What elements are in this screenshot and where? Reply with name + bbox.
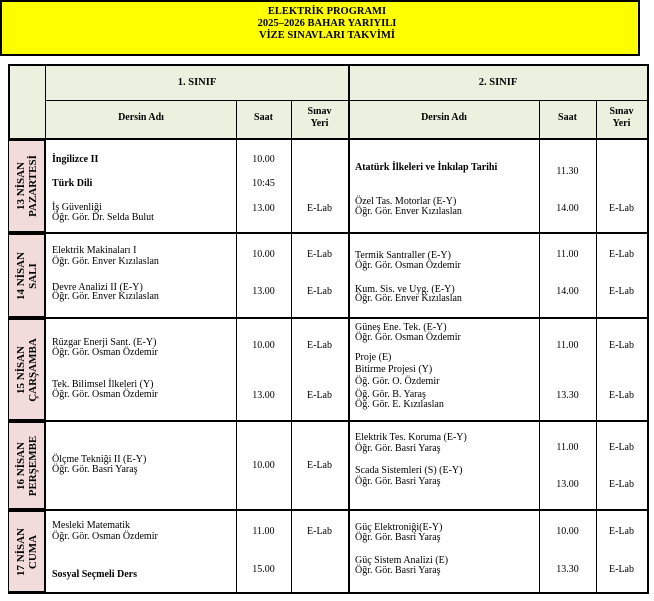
header-bottom: [10, 138, 647, 140]
exam-time: 10.00: [252, 460, 275, 471]
exam-time: 10:45: [252, 178, 275, 189]
exam-time: 14.00: [556, 286, 579, 297]
exam-room: E-Lab: [609, 340, 634, 351]
day-label: 13 NİSAN: [14, 162, 27, 210]
course-name: Mesleki Matematik: [52, 520, 131, 531]
day-name: PERŞEMBE: [26, 435, 39, 496]
exam-time: 13.00: [252, 203, 275, 214]
course-name: Özel Tas. Motorlar (E-Y): [355, 196, 457, 207]
exam-time: 10.00: [252, 340, 275, 351]
day-name: PAZARTESİ: [26, 155, 39, 217]
day-separator: [10, 509, 647, 511]
day-cell-friday: [8, 511, 45, 592]
header-divider: [46, 100, 647, 101]
title-line-3: VİZE SINAVLARI TAKVİMİ: [259, 30, 395, 41]
course-teacher: Öğr. Gör. Osman Özdemir: [52, 347, 158, 358]
exam-time: 13.00: [556, 479, 579, 490]
exam-room: E-Lab: [307, 390, 332, 401]
col-time-1: Saat: [254, 112, 273, 123]
course-teacher: Öğr. Gör. Osman Özdemir: [52, 389, 158, 400]
exam-time: 13.00: [252, 390, 275, 401]
course-teacher: Öğr. Gör. Osman Özdemir: [355, 260, 461, 271]
exam-room: E-Lab: [609, 564, 634, 575]
title-banner: [0, 0, 640, 56]
exam-room: E-Lab: [609, 203, 634, 214]
course-name: Atatürk İlkeleri ve İnkılap Tarihi: [355, 162, 498, 173]
day-cell-thursday: [8, 422, 45, 509]
exam-room: E-Lab: [307, 526, 332, 537]
course-name: Türk Dili: [52, 178, 93, 189]
day-cell-tuesday: [8, 234, 45, 317]
day-cell-wednesday: [8, 319, 45, 420]
col-course-2: Dersin Adı: [421, 112, 467, 123]
course-name: Güç Elektroniği(E-Y): [355, 522, 443, 533]
course-name: Devre Analizi II (E-Y): [52, 282, 143, 293]
day-separator: [10, 420, 647, 422]
course-teacher: Öğr. Gör. Enver Kızılaslan: [355, 206, 462, 217]
day-separator: [10, 317, 647, 319]
course-teacher: Öğr. Gör. Osman Özdemir: [355, 332, 461, 343]
day-name: ÇARŞAMBA: [26, 337, 39, 402]
exam-room: E-Lab: [609, 526, 634, 537]
col-course-1: Dersin Adı: [118, 112, 164, 123]
class-2-label: 2. SINIF: [478, 77, 518, 88]
exam-time: 11.30: [556, 166, 579, 177]
day-label: 14 NİSAN: [14, 251, 27, 300]
exam-room: E-Lab: [609, 249, 634, 260]
day-name: CUMA: [26, 534, 39, 569]
day-label: 17 NİSAN: [14, 527, 27, 576]
exam-room: E-Lab: [307, 286, 332, 297]
course-teacher: Öğr. Gör. Enver Kızılaslan: [52, 291, 159, 302]
course-teacher: Öğ. Gör. O. Özdemir: [355, 376, 440, 387]
col-room-1-a: Sınav: [307, 106, 332, 117]
col-room-2-a: Sınav: [609, 106, 634, 117]
corner-divider: [45, 66, 46, 592]
course-name: Sosyal Seçmeli Ders: [52, 569, 137, 580]
exam-room: E-Lab: [307, 340, 332, 351]
exam-time: 14.00: [556, 203, 579, 214]
exam-room: E-Lab: [307, 460, 332, 471]
course-name: İngilizce II: [52, 154, 99, 165]
exam-room: E-Lab: [307, 203, 332, 214]
course-teacher: Öğ. Gör. E. Kızılaslan: [355, 399, 444, 410]
title-line-1: ELEKTRİK PROGRAMI: [267, 6, 387, 17]
col-room-2-b: Yeri: [612, 118, 631, 129]
class-1-label: 1. SINIF: [177, 77, 217, 88]
course-name: Ölçme Tekniği II (E-Y): [52, 454, 147, 465]
course-teacher: Öğr. Gör. Basri Yaraş: [52, 464, 138, 475]
course-name-alt: Bitirme Projesi (Y): [355, 364, 433, 375]
course-name: Rüzgar Enerji Sant. (E-Y): [52, 337, 157, 348]
header-left-corner: [10, 66, 45, 138]
course-name: İş Güvenliği: [52, 202, 102, 213]
exam-time: 15.00: [252, 564, 275, 575]
course-name: Proje (E): [355, 352, 392, 363]
course-name: Kum. Sis. ve Uyg. (E-Y): [355, 284, 455, 295]
col-time-2: Saat: [558, 112, 577, 123]
course-teacher: Öğr. Gör. Dr. Selda Bulut: [52, 212, 154, 223]
exam-room: E-Lab: [609, 479, 634, 490]
course-name: Elektrik Tes. Koruma (E-Y): [355, 432, 467, 443]
title-line-2: 2025–2026 BAHAR YARIYILI: [257, 18, 397, 29]
exam-time: 11.00: [252, 526, 275, 537]
course-teacher: Öğr. Gör. Enver Kızılaslan: [52, 256, 159, 267]
course-teacher: Öğr. Gör. Basri Yaraş: [355, 476, 441, 487]
course-teacher: Öğr. Gör. Enver Kızılaslan: [355, 293, 462, 304]
course-teacher: Öğr. Gör. Basri Yaraş: [355, 532, 441, 543]
exam-time: 13.30: [556, 390, 579, 401]
exam-time: 13.00: [252, 286, 275, 297]
exam-time: 10.00: [252, 154, 275, 165]
day-name: SALI: [26, 262, 39, 289]
col-room-1-b: Yeri: [310, 118, 329, 129]
course-teacher: Öğr. Gör. Basri Yaraş: [355, 443, 441, 454]
exam-time: 10.00: [556, 526, 579, 537]
course-teacher: Öğ. Gör. B. Yaraş: [355, 389, 426, 400]
exam-room: E-Lab: [307, 249, 332, 260]
course-teacher: Öğr. Gör. Basri Yaraş: [355, 565, 441, 576]
exam-time: 11.00: [556, 340, 579, 351]
exam-time: 11.00: [556, 249, 579, 260]
day-cell-monday: [8, 140, 45, 232]
day-label: 15 NİSAN: [14, 345, 27, 394]
day-label: 16 NİSAN: [14, 441, 27, 490]
exam-room: E-Lab: [609, 286, 634, 297]
exam-room: E-Lab: [609, 390, 634, 401]
course-name: Elektrik Makinaları I: [52, 245, 137, 256]
course-name: Tek. Bilimsel İlkeleri (Y): [52, 379, 154, 390]
exam-room: E-Lab: [609, 442, 634, 453]
course-name: Güneş Ene. Tek. (E-Y): [355, 322, 447, 333]
course-name: Termik Santraller (E-Y): [355, 250, 451, 261]
exam-time: 10.00: [252, 249, 275, 260]
course-name: Scada Sistemleri (S) (E-Y): [355, 465, 463, 476]
course-name: Güç Sistem Analizi (E): [355, 555, 449, 566]
course-teacher: Öğr. Gör. Osman Özdemir: [52, 531, 158, 542]
schedule-table: [8, 64, 649, 594]
exam-time: 11.00: [556, 442, 579, 453]
day-separator: [10, 232, 647, 234]
exam-time: 13.30: [556, 564, 579, 575]
class-divider: [348, 66, 350, 592]
